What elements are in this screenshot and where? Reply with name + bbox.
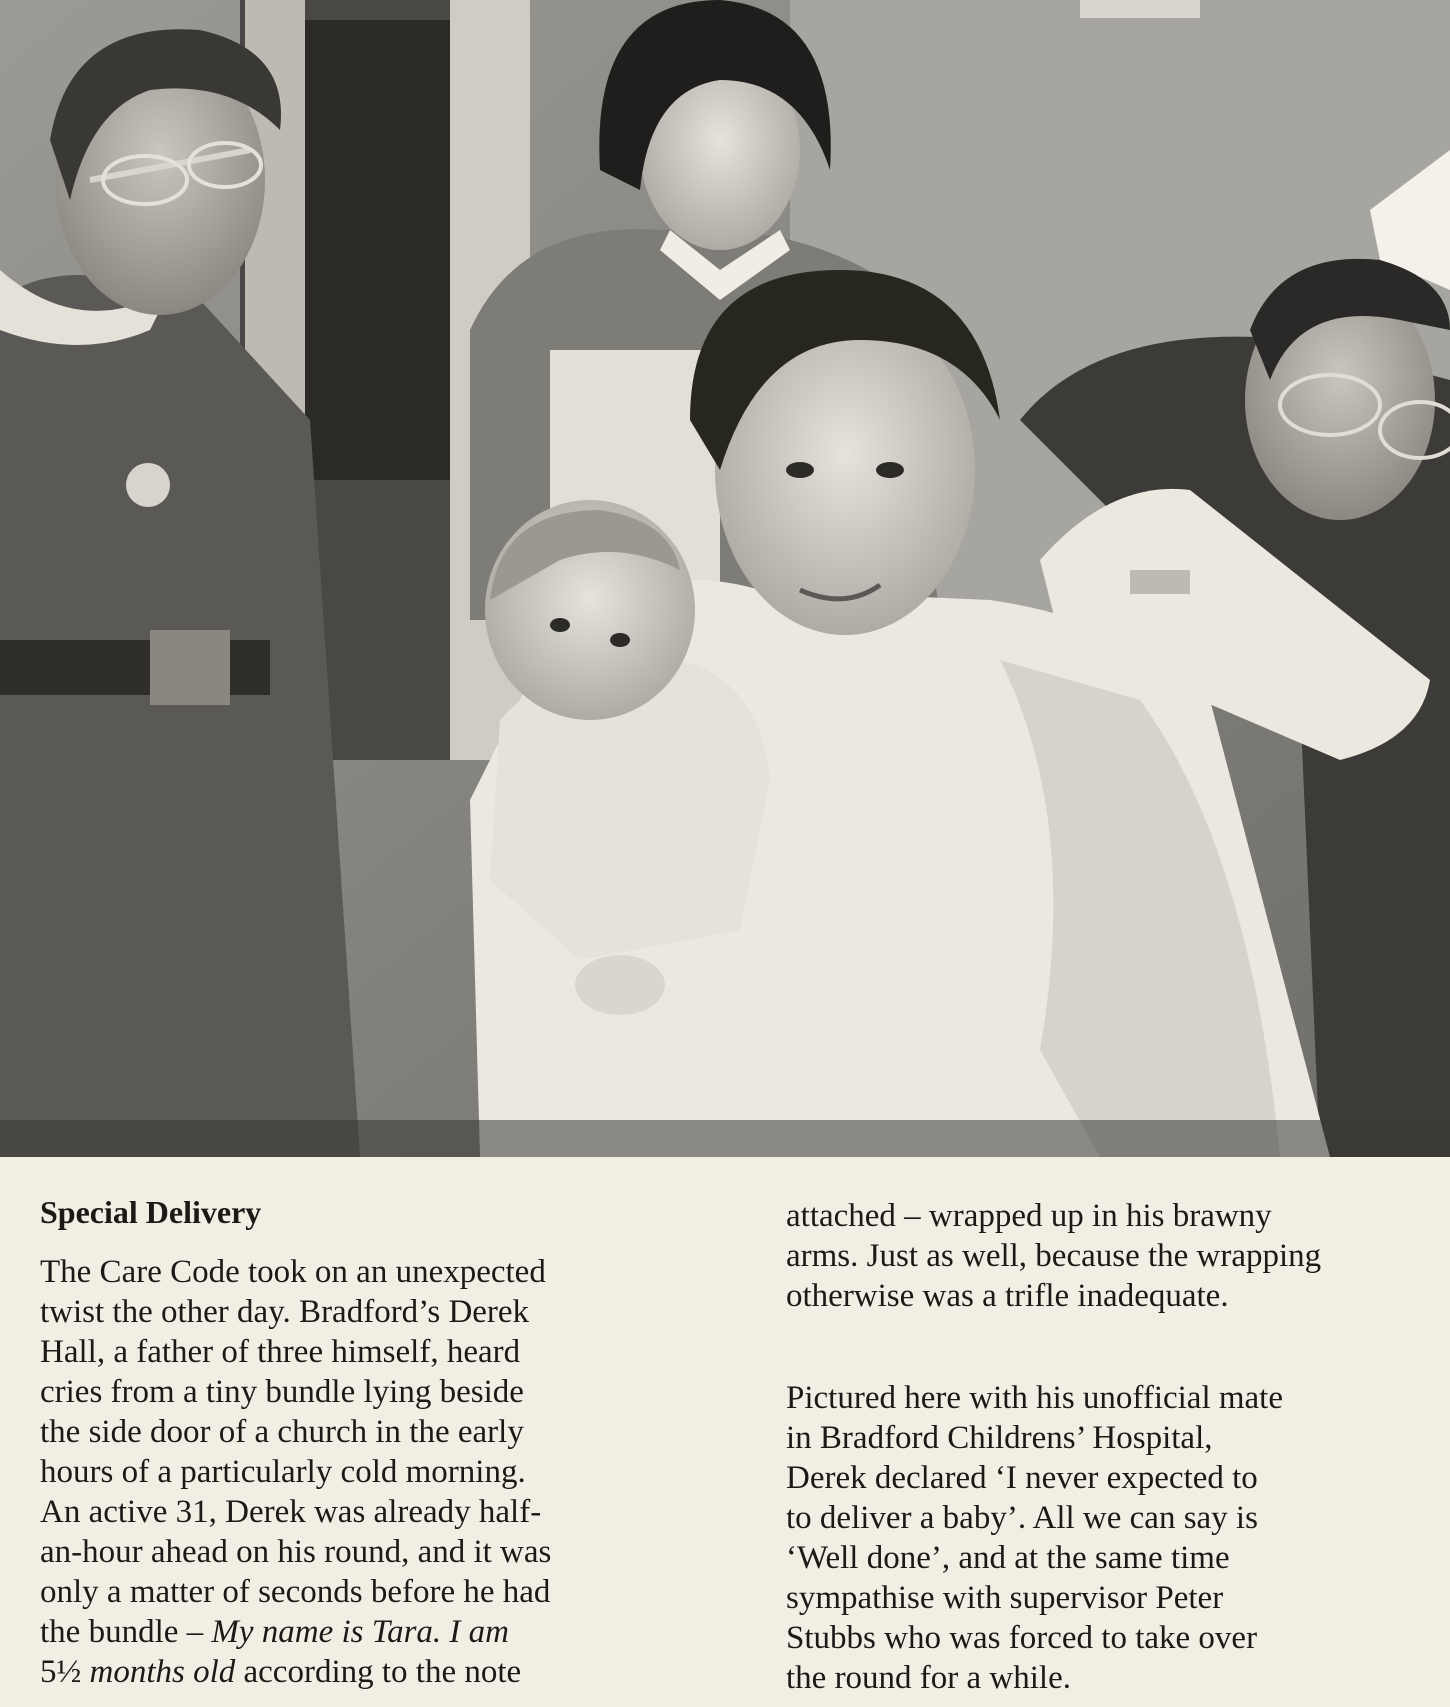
article-line: sympathise with supervisor Peter: [786, 1580, 1224, 1616]
article-line: only a matter of seconds before he had: [40, 1574, 551, 1610]
article-line: The Care Code took on an unexpected: [40, 1254, 546, 1290]
article-line: the side door of a church in the early: [40, 1414, 524, 1450]
article-text: the bundle –: [40, 1614, 212, 1650]
article-line: ‘Well done’, and at the same time: [786, 1540, 1230, 1576]
article-right-column: [786, 1196, 1446, 1698]
paragraph-gap: [786, 1316, 1446, 1378]
article-line: hours of a particularly cold morning.: [40, 1454, 526, 1490]
article-line: cries from a tiny bundle lying beside: [40, 1374, 524, 1410]
article-line: Stubbs who was forced to take over: [786, 1620, 1258, 1656]
article-line: twist the other day. Bradford’s Derek: [40, 1294, 530, 1330]
article-line: attached – wrapped up in his brawny: [786, 1198, 1272, 1234]
article-line: Pictured here with his unofficial mate: [786, 1380, 1283, 1416]
article-line: the round for a while.: [786, 1660, 1071, 1696]
article-line: An active 31, Derek was already half-: [40, 1494, 542, 1530]
article-line: Hall, a father of three himself, heard: [40, 1334, 521, 1370]
article-line: arms. Just as well, because the wrapping: [786, 1238, 1322, 1274]
article-text: according to the note: [235, 1654, 522, 1690]
age-number: 5½: [40, 1654, 82, 1690]
quoted-note-text: months old: [81, 1654, 236, 1690]
quoted-note-text: My name is Tara. I am: [211, 1614, 510, 1650]
article-line: Derek declared ‘I never expected to: [786, 1460, 1258, 1496]
article-line: otherwise was a trifle inadequate.: [786, 1278, 1229, 1314]
article-line: an-hour ahead on his round, and it was: [40, 1534, 552, 1570]
article-headline: Special Delivery: [40, 1194, 262, 1230]
article-line: in Bradford Childrens’ Hospital,: [786, 1420, 1213, 1456]
article-line: [40, 1612, 720, 1652]
article-line: to deliver a baby’. All we can say is: [786, 1500, 1258, 1536]
article-left-column: [40, 1192, 720, 1692]
article-line: [40, 1652, 720, 1692]
